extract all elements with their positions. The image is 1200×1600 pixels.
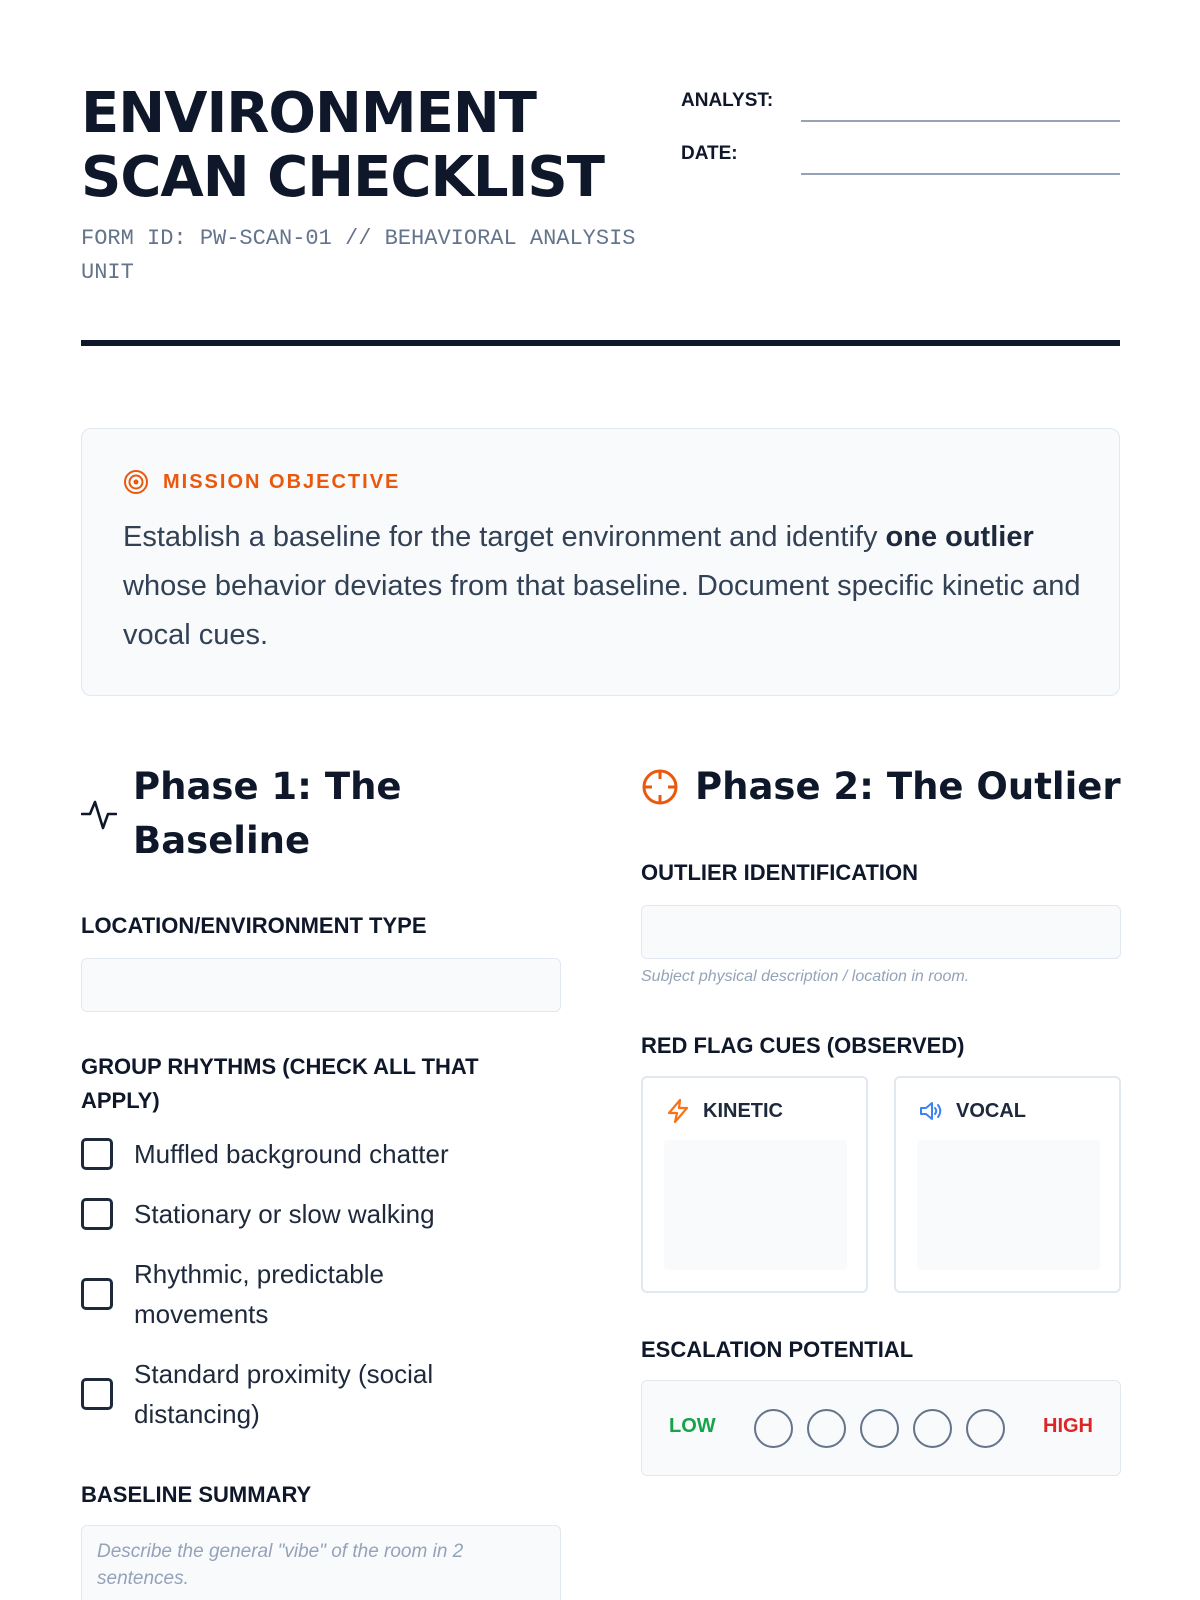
phase-2-heading <box>641 760 1121 814</box>
crosshair-icon <box>641 768 679 806</box>
rhythm-label: Standard proximity (social distancing) <box>134 1359 434 1429</box>
scale-low-label: LOW <box>669 1415 716 1437</box>
mission-text-emphasis: one outlier <box>885 521 1034 553</box>
red-flag-cues-label: RED FLAG CUES (OBSERVED) <box>641 1033 965 1058</box>
vocal-label: VOCAL <box>956 1099 1026 1122</box>
scale-option-2[interactable] <box>807 1409 846 1448</box>
location-input[interactable] <box>81 958 561 1012</box>
speaker-icon <box>918 1098 944 1124</box>
checkbox[interactable] <box>81 1198 113 1230</box>
vocal-notes-field[interactable] <box>917 1140 1100 1270</box>
scale-high-label: HIGH <box>1043 1415 1093 1437</box>
phase-2-title: Phase 2: The Outlier <box>695 765 1121 808</box>
location-label: LOCATION/ENVIRONMENT TYPE <box>81 913 427 938</box>
outlier-identification-label: OUTLIER IDENTIFICATION <box>641 860 919 885</box>
activity-pulse-icon <box>81 796 117 832</box>
mission-text <box>123 513 1083 660</box>
target-icon <box>123 469 149 495</box>
date-row <box>681 135 1120 175</box>
form-id: FORM ID: PW-SCAN-01 // BEHAVIORAL ANALYSIS UNIT <box>81 226 636 285</box>
title-line-1: ENVIRONMENT <box>81 81 536 146</box>
checkbox[interactable] <box>81 1378 113 1410</box>
rhythm-checkbox-1[interactable] <box>81 1134 561 1174</box>
vocal-cue-card <box>894 1076 1121 1293</box>
phase-1-title: Phase 1: The Baseline <box>133 765 402 862</box>
mission-objective-box <box>81 428 1120 696</box>
kinetic-cue-card <box>641 1076 868 1293</box>
header-divider <box>81 340 1120 346</box>
page-title <box>81 82 661 210</box>
analyst-row <box>681 82 1120 122</box>
checklist-page <box>81 0 1120 1600</box>
mission-heading-text: MISSION OBJECTIVE <box>163 470 401 493</box>
kinetic-heading <box>665 1098 783 1124</box>
kinetic-label: KINETIC <box>703 1099 783 1122</box>
vocal-heading <box>918 1098 1026 1124</box>
baseline-summary-label: BASELINE SUMMARY <box>81 1482 312 1507</box>
mission-heading <box>123 469 400 495</box>
scale-option-3[interactable] <box>860 1409 899 1448</box>
scale-option-4[interactable] <box>913 1409 952 1448</box>
phase-1-heading <box>81 760 561 868</box>
checkbox[interactable] <box>81 1138 113 1170</box>
rhythm-checkbox-3[interactable] <box>81 1254 561 1334</box>
group-rhythms-label: GROUP RHYTHMS (CHECK ALL THAT APPLY) <box>81 1054 479 1113</box>
rhythm-label: Rhythmic, predictable movements <box>134 1259 384 1329</box>
rhythm-label: Stationary or slow walking <box>134 1199 435 1229</box>
analyst-label: ANALYST: <box>681 90 774 111</box>
title-line-2: SCAN CHECKLIST <box>81 145 604 210</box>
date-field[interactable] <box>801 173 1120 175</box>
mission-text-before: Establish a baseline for the target environment and identify <box>123 521 886 553</box>
scale-option-5[interactable] <box>966 1409 1005 1448</box>
lightning-icon <box>665 1098 691 1124</box>
date-label: DATE: <box>681 143 738 164</box>
baseline-summary-textarea[interactable]: Describe the general "vibe" of the room in 2 sentences. <box>81 1525 561 1600</box>
mission-text-after: whose behavior deviates from that baseline. Document specific kinetic and vocal cues. <box>123 570 1081 651</box>
outlier-hint: Subject physical description / location in room. <box>641 968 970 985</box>
escalation-scale <box>641 1380 1121 1476</box>
escalation-potential-label: ESCALATION POTENTIAL <box>641 1337 914 1362</box>
scale-options <box>754 1409 1005 1448</box>
rhythm-label: Muffled background chatter <box>134 1139 449 1169</box>
outlier-identification-input[interactable] <box>641 905 1121 959</box>
kinetic-notes-field[interactable] <box>664 1140 847 1270</box>
checkbox[interactable] <box>81 1278 113 1310</box>
rhythm-checkbox-4[interactable] <box>81 1354 561 1434</box>
rhythm-checkbox-2[interactable] <box>81 1194 561 1234</box>
analyst-field[interactable] <box>801 120 1120 122</box>
scale-option-1[interactable] <box>754 1409 793 1448</box>
